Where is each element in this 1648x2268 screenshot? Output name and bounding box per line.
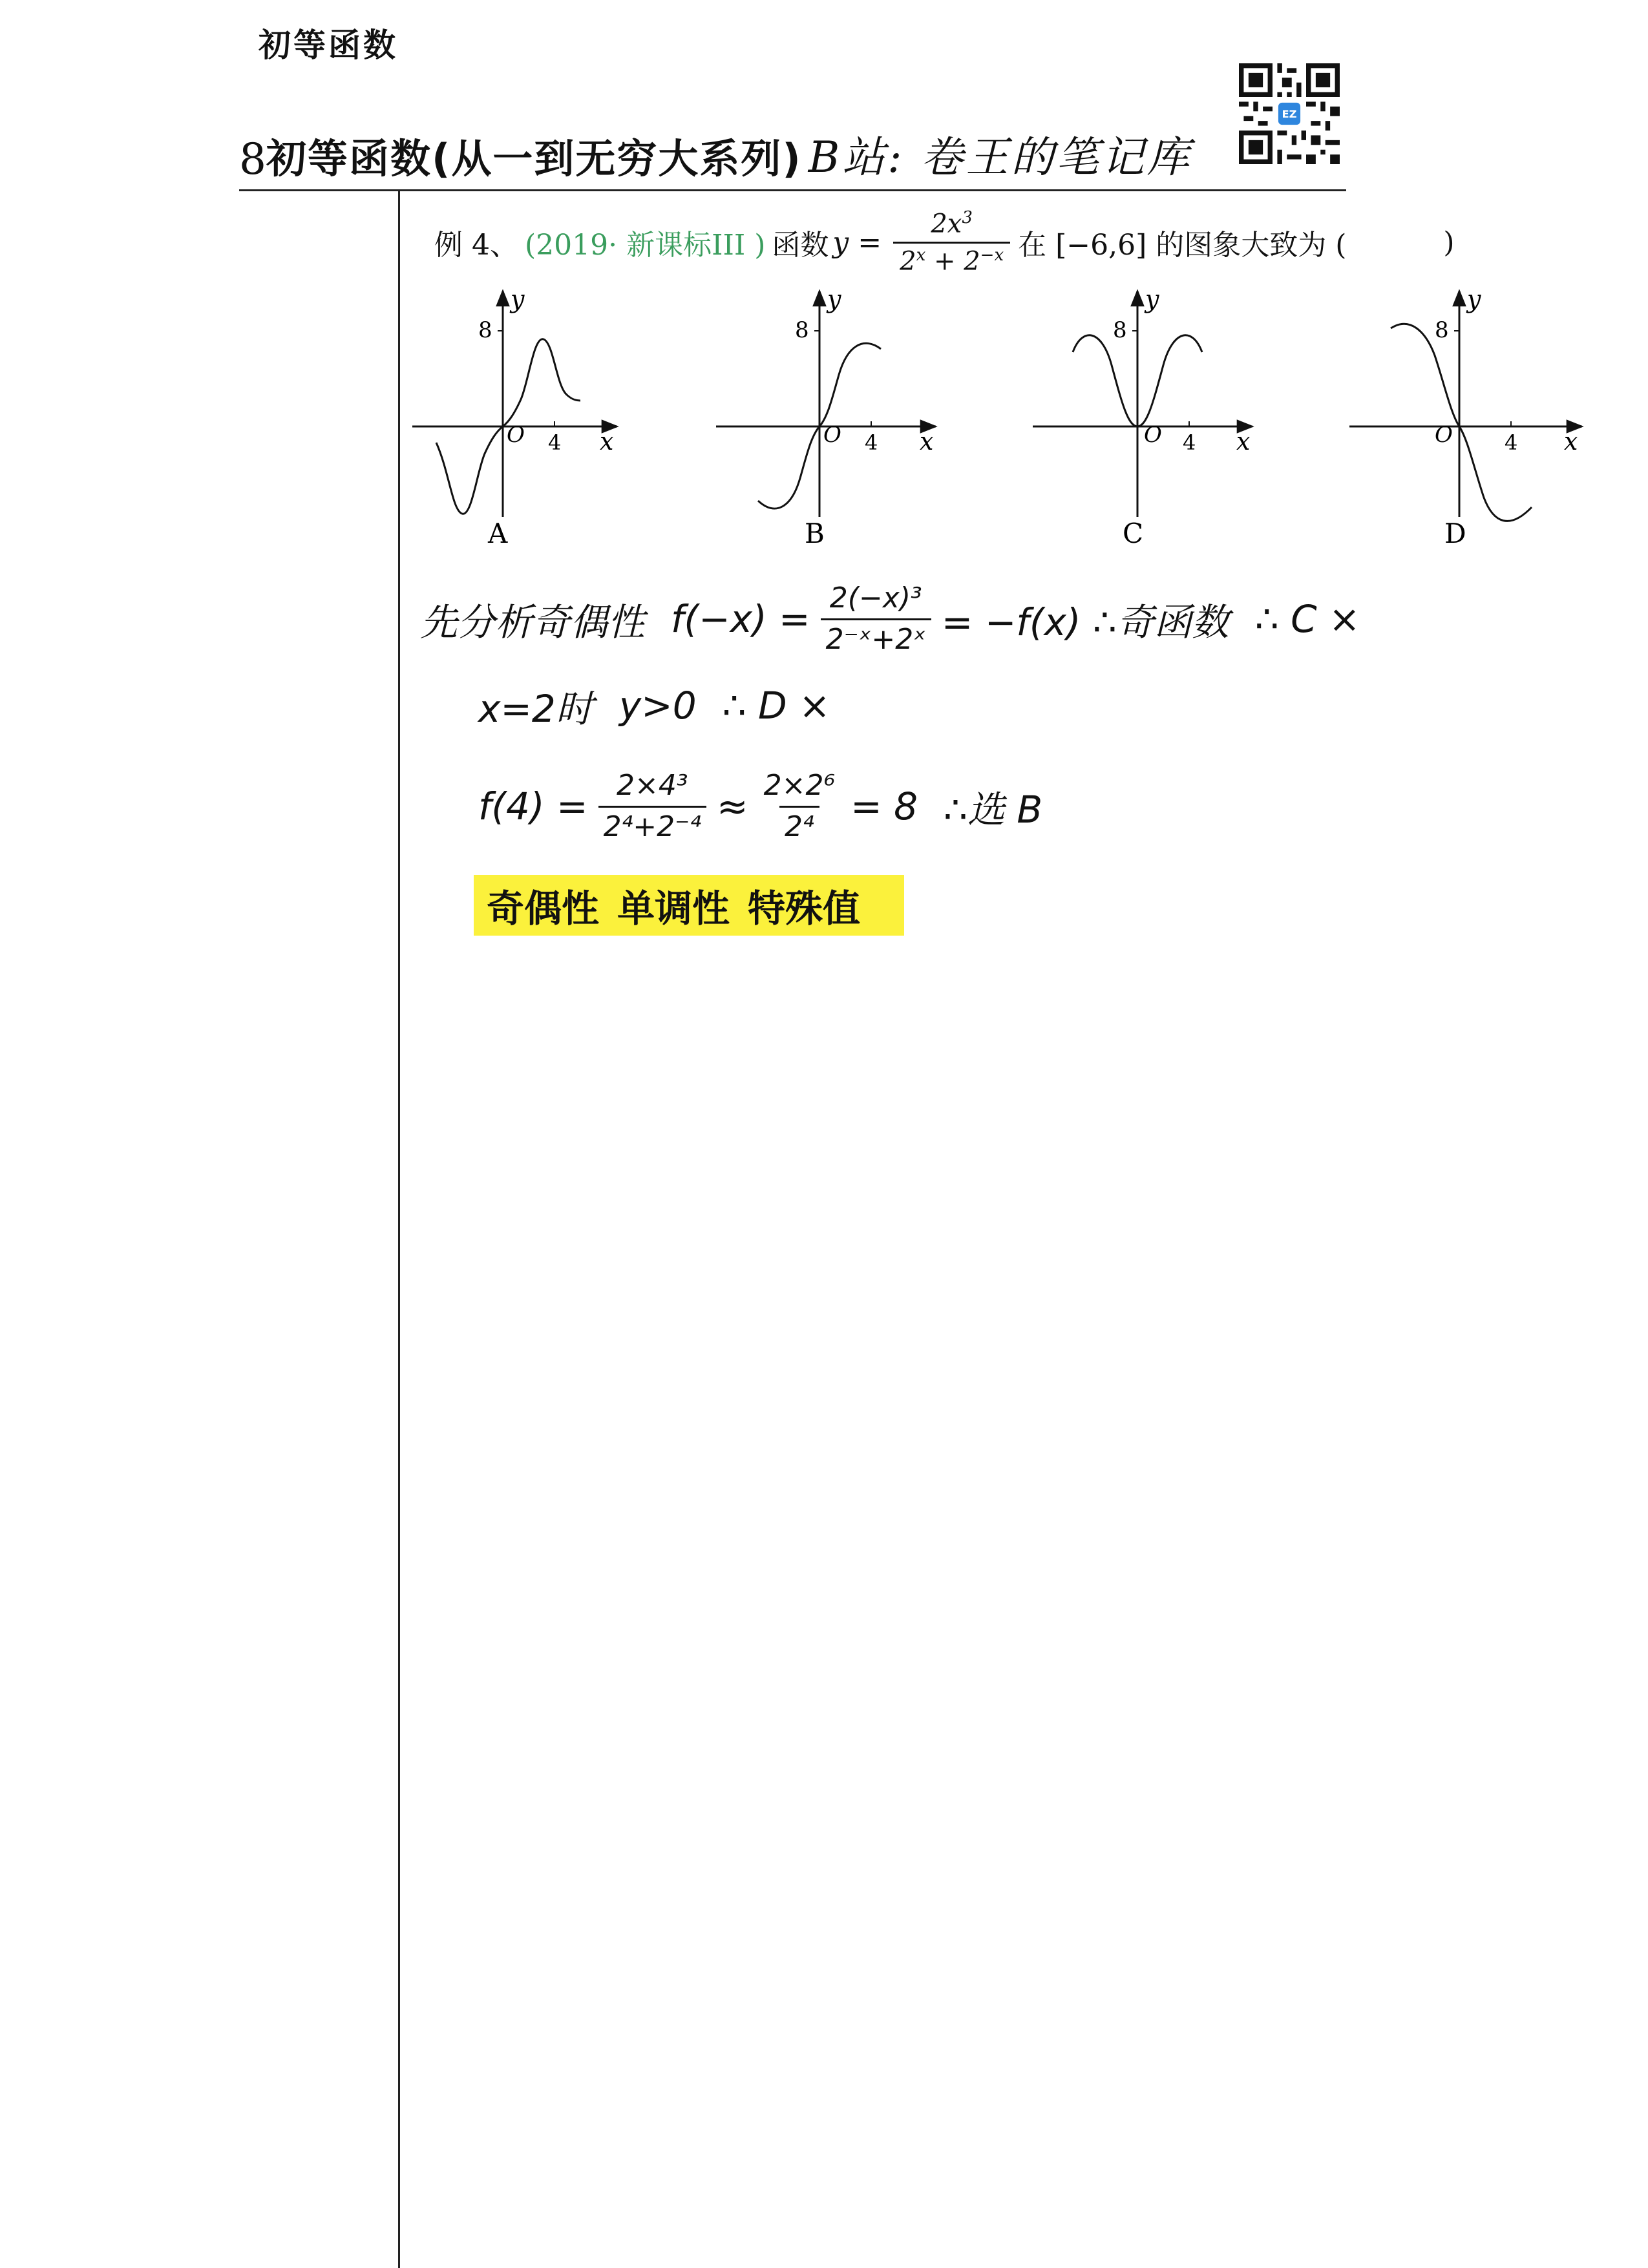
x-tick-4: 4 [865,430,878,455]
fraction-numerator: $2x^3$ [931,208,973,239]
function-lhs: y = [832,226,882,259]
y-tick-8: 8 [1435,317,1449,343]
answer-paren-close: ) [1443,226,1455,259]
option-graph-c [1033,285,1252,549]
note-parity-rhs: = −f(x) ∴奇函数 [941,600,1229,645]
y-axis-label: y [511,285,525,313]
note-y-positive: y>0 [618,684,697,728]
option-label-a: A [488,518,508,549]
note-parity-fraction: $\frac{\text{2(−x)³}}{\text{2⁻ˣ+2ˣ}}$ [821,582,931,657]
page-header-label: 初等函数 [259,26,398,64]
option-graph-d [1349,285,1582,549]
option-graph-a [412,285,617,549]
y-axis-label: y [1145,285,1159,313]
fraction-denominator: $2^x + 2^{-x}$ [893,242,1010,276]
note-special-value [478,678,830,733]
x-axis-label: x [1236,427,1251,456]
option-label-d: D [1444,518,1466,549]
question-stem [434,207,1455,278]
summary-special-values: 特殊值 [748,887,861,930]
note-f4-lhs: f(4) = [478,784,588,829]
method-summary-highlight [474,875,904,936]
question-tail: 在 [−6,6] 的图象大致为 ( [1018,229,1347,262]
origin-label: O [1435,422,1453,448]
option-label-c: C [1123,518,1144,549]
x-axis-label: x [920,427,934,456]
qr-code-icon [1239,63,1340,164]
y-tick-8: 8 [795,317,809,343]
note-eliminate-c: ∴ C × [1254,597,1360,642]
chapter-number: 8 [239,134,266,184]
function-fraction [893,209,1010,276]
x-axis-label: x [600,427,614,456]
x-tick-4: 4 [548,430,562,455]
header-rule [239,189,1346,191]
y-axis-label: y [827,285,841,313]
chapter-title [239,126,1192,184]
x-axis-label: x [1564,427,1578,456]
y-tick-8: 8 [1113,317,1127,343]
chapter-title-text: 初等函数(从一到无穷大系列) [266,135,802,182]
origin-label: O [507,422,525,448]
svg-text:EZ: EZ [1282,107,1297,120]
summary-monotonicity: 单调性 [617,887,730,930]
note-parity-intro: 先分析奇偶性 [420,600,646,645]
note-f4-result: = 8 [850,784,918,829]
question-prefix: 例 4、 [434,229,518,262]
origin-label: O [1144,422,1162,448]
option-graph-b [716,285,936,549]
y-tick-8: 8 [478,317,492,343]
summary-parity: 奇偶性 [487,887,600,930]
x-tick-4: 4 [1183,430,1196,455]
question-lead: 函数 [772,229,829,262]
channel-signature: B站: 卷王的笔记库 [808,132,1192,182]
note-choose-b: ∴选 B [944,788,1043,832]
option-label-b: B [805,518,825,549]
x-tick-4: 4 [1505,430,1518,455]
note-parity-lhs: f(−x) = [671,597,810,642]
note-x-equals-2: x=2时 [478,687,593,731]
note-f4-estimate [478,769,1042,845]
y-axis-label: y [1467,285,1481,313]
note-f4-fraction-1: $\frac{\text{2×4³}}{\text{2⁴+2⁻⁴}}$ [598,769,706,845]
note-f4-fraction-2: $\frac{\text{2×2⁶}}{\text{2⁴}}$ [763,769,836,843]
question-source: (2019· 新课标III ) [524,229,766,262]
note-eliminate-d: ∴ D × [722,684,830,728]
note-approx-sign: ≈ [716,784,748,829]
origin-label: O [823,422,841,448]
margin-rule [398,189,400,2268]
option-graphs [401,278,1596,549]
note-parity-check [420,582,1360,657]
